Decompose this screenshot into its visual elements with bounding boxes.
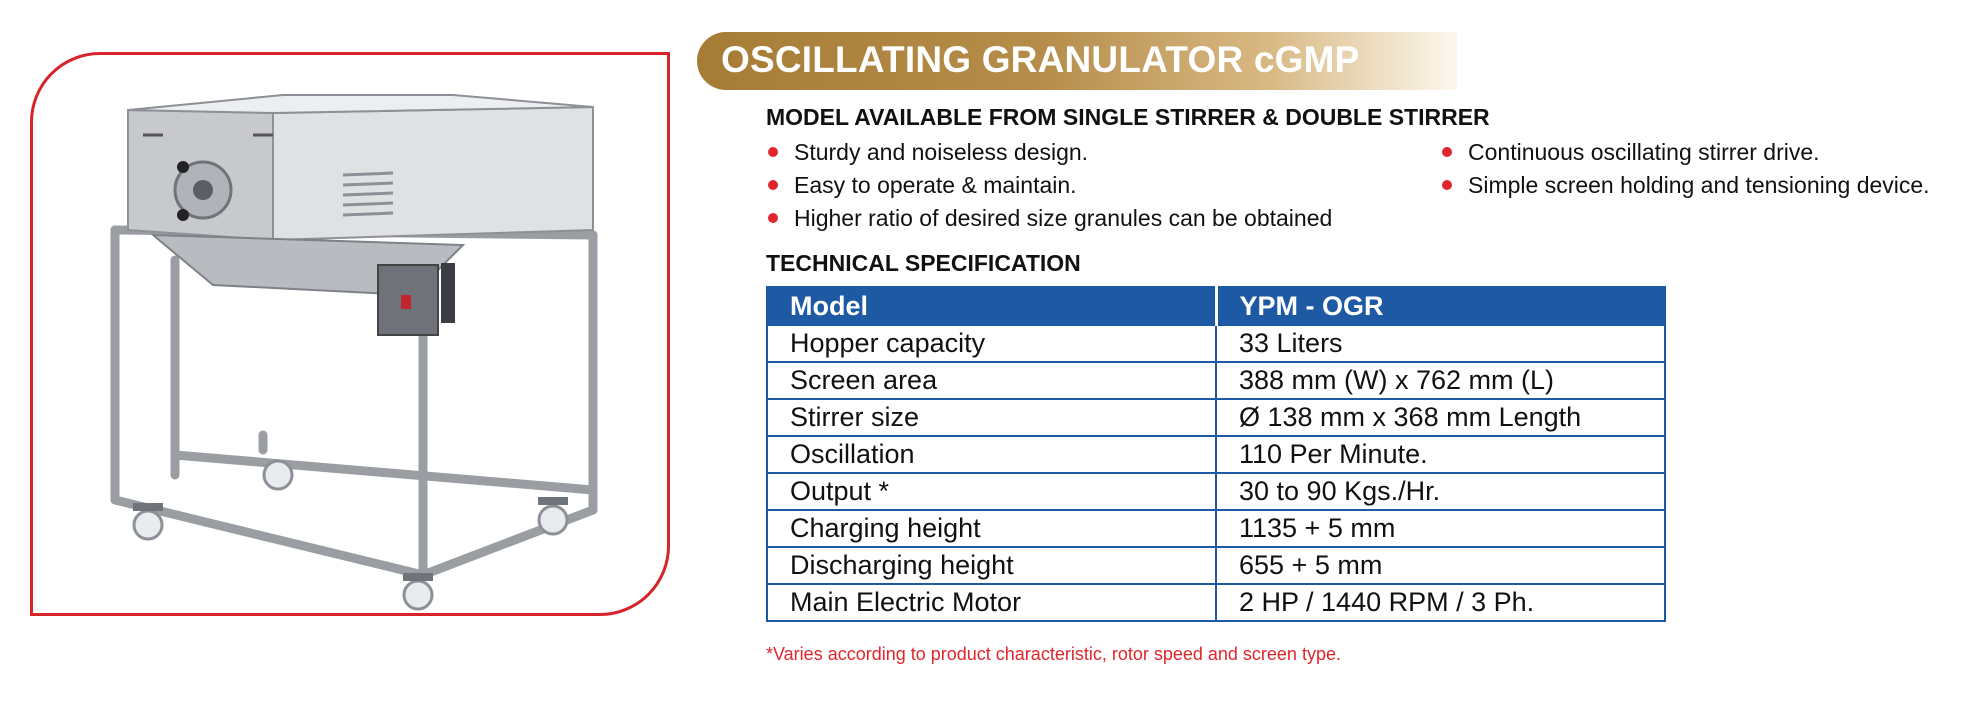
spec-value-cell: 110 Per Minute.	[1216, 436, 1665, 473]
bullet-dot-icon	[768, 213, 778, 223]
feature-list-left	[766, 136, 1332, 235]
spec-value-cell: 388 mm (W) x 762 mm (L)	[1216, 362, 1665, 399]
spec-header-cell: YPM - OGR	[1216, 287, 1665, 325]
granulator-machine-illustration	[33, 55, 673, 619]
bullet-dot-icon	[1442, 147, 1452, 157]
page-title: OSCILLATING GRANULATOR cGMP	[721, 39, 1360, 80]
feature-item: Higher ratio of desired size granules can be obtained	[766, 202, 1332, 235]
table-row	[767, 473, 1665, 510]
spec-table	[766, 286, 1666, 622]
spec-label-cell: Screen area	[767, 362, 1216, 399]
table-row	[767, 325, 1665, 362]
feature-list-right	[1440, 136, 1930, 202]
spec-label-cell: Output *	[767, 473, 1216, 510]
spec-header-cell: Model	[767, 287, 1216, 325]
spec-label-cell: Stirrer size	[767, 399, 1216, 436]
spec-label-cell: Discharging height	[767, 547, 1216, 584]
feature-item: Sturdy and noiseless design.	[766, 136, 1332, 169]
feature-item: Continuous oscillating stirrer drive.	[1440, 136, 1930, 169]
bullet-dot-icon	[1442, 180, 1452, 190]
product-image-frame	[30, 52, 670, 616]
spec-value-cell: 30 to 90 Kgs./Hr.	[1216, 473, 1665, 510]
spec-value-cell: Ø 138 mm x 368 mm Length	[1216, 399, 1665, 436]
table-row	[767, 362, 1665, 399]
feature-item: Easy to operate & maintain.	[766, 169, 1332, 202]
table-row	[767, 399, 1665, 436]
bullet-dot-icon	[768, 180, 778, 190]
title-banner	[697, 32, 1457, 90]
footnote: *Varies according to product characteristic, rotor speed and screen type.	[766, 644, 1341, 664]
spec-label-cell: Hopper capacity	[767, 325, 1216, 362]
table-row	[767, 584, 1665, 621]
table-row	[767, 510, 1665, 547]
spec-label-cell: Main Electric Motor	[767, 584, 1216, 621]
models-heading: MODEL AVAILABLE FROM SINGLE STIRRER & DOUBLE STIRRER	[766, 104, 1490, 130]
bullet-dot-icon	[768, 147, 778, 157]
spec-label-cell: Charging height	[767, 510, 1216, 547]
table-row	[767, 436, 1665, 473]
spec-value-cell: 2 HP / 1440 RPM / 3 Ph.	[1216, 584, 1665, 621]
spec-heading: TECHNICAL SPECIFICATION	[766, 250, 1081, 276]
spec-value-cell: 33 Liters	[1216, 325, 1665, 362]
feature-item: Simple screen holding and tensioning device.	[1440, 169, 1930, 202]
spec-label-cell: Oscillation	[767, 436, 1216, 473]
spec-table-header-row	[767, 287, 1665, 325]
spec-value-cell: 1135 + 5 mm	[1216, 510, 1665, 547]
table-row	[767, 547, 1665, 584]
spec-value-cell: 655 + 5 mm	[1216, 547, 1665, 584]
